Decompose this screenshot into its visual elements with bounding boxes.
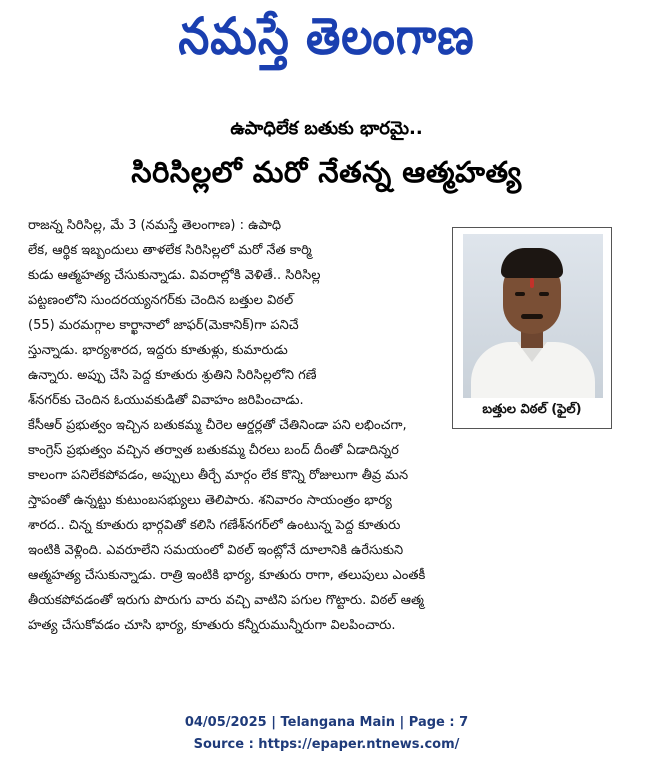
article-line: ఇంటికి వెళ్లింది. ఎవరూలేని సమయంలో విఠల్ ఇంట్లోనే దూలానికి ఉరేసుకుని [28, 543, 404, 558]
article-line: హత్య చేసుకోవడం చూసి భార్య, కూతురు కన్నీరుమున్నీరుగా విలపించారు. [28, 618, 396, 633]
newspaper-masthead [0, 4, 653, 82]
article-line: ఉన్నారు. అప్పు చేసి పెద్ద కూతురు శ్రుతిని సిరిసిల్లలోని గణే [28, 368, 317, 383]
article-kicker: ఉపాధిలేక బతుకు భారమై.. [230, 118, 423, 139]
portrait-photo [463, 234, 603, 398]
article-line: కాంగ్రెస్ ప్రభుత్వం వచ్చిన తర్వాత బతుకమ్మ చీరలు బంద్ దీంతో ఏడాదిన్నర [28, 443, 399, 458]
photo-eye-left [515, 292, 525, 296]
page-footer [0, 712, 653, 756]
article-line: స్తాపంతో ఉన్నట్టు కుటుంబసభ్యులు తెలిపారు. శనివారం సాయంత్రం భార్య [28, 493, 392, 508]
photo-hair [501, 248, 563, 278]
article-line: ఆత్మహత్య చేసుకున్నాడు. రాత్రి ఇంటికి భార్య, కూతురు రాగా, తలుపులు ఎంతకీ [28, 568, 426, 583]
masthead-title: నమస్తే తెలంగాణ [178, 7, 475, 66]
article-line: పట్టణంలోని సుందరయ్యనగర్‌కు చెందిన బత్తుల విఠల్ [28, 293, 294, 308]
photo-caption: బత్తుల విఠల్ (ఫైల్) [482, 402, 582, 417]
photo-tilak [530, 278, 534, 288]
article-line: లేక, ఆర్థిక ఇబ్బందులు తాళలేక సిరిసిల్లలో మరో నేత కార్మి [28, 243, 312, 258]
article-line: రాజన్న సిరిసిల్ల, మే 3 (నమస్తే తెలంగాణ) : ఉపాధి [28, 218, 282, 233]
photo-eye-right [539, 292, 549, 296]
article-line: కుడు ఆత్మహత్య చేసుకున్నాడు. వివరాల్లోకి వెళితే.. సిరిసిల్ల [28, 268, 321, 283]
article-line: కేసీఆర్ ప్రభుత్వం ఇచ్చిన బతుకమ్మ చీరెల ఆర్డర్లతో చేతినిండా పని లభించగా, [28, 418, 407, 433]
photo-moustache [521, 314, 543, 319]
article-line: స్తున్నాడు. భార్యశారద, ఇద్దరు కూతుళ్లు, కుమారుడు [28, 343, 288, 358]
article-line: తీయకపోవడంతో ఇరుగు పొరుగు వారు వచ్చి వాటిని పగుల గొట్టారు. విఠల్ ఆత్మ [28, 593, 424, 608]
article-line: కాలంగా పనిలేకపోవడం, అప్పులు తీర్చే మార్గం లేక కొన్ని రోజులుగా తీవ్ర మన [28, 468, 409, 483]
edition-info: 04/05/2025 | Telangana Main | Page : 7 [184, 715, 469, 730]
article-line: (55) మరమగ్గాల కార్ఖానాలో జాఫర్(మెకానిక్)గా పనిచే [28, 318, 299, 333]
article-line: శ్‌నగర్‌కు చెందిన ఓయువకుడితో వివాహం జరిపించాడు. [28, 393, 304, 408]
source-info: Source : https://epaper.ntnews.com/ [193, 737, 460, 752]
article-line: శారద.. చిన్న కూతురు భార్గవితో కలిసి గణేశ్‌నగర్‌లో ఉంటున్న పెద్ద కూతురు [28, 518, 401, 533]
article-photo-box [452, 227, 612, 429]
article-headline: సిరిసిల్లలో మరో నేతన్న ఆత్మహత్య [131, 155, 522, 189]
